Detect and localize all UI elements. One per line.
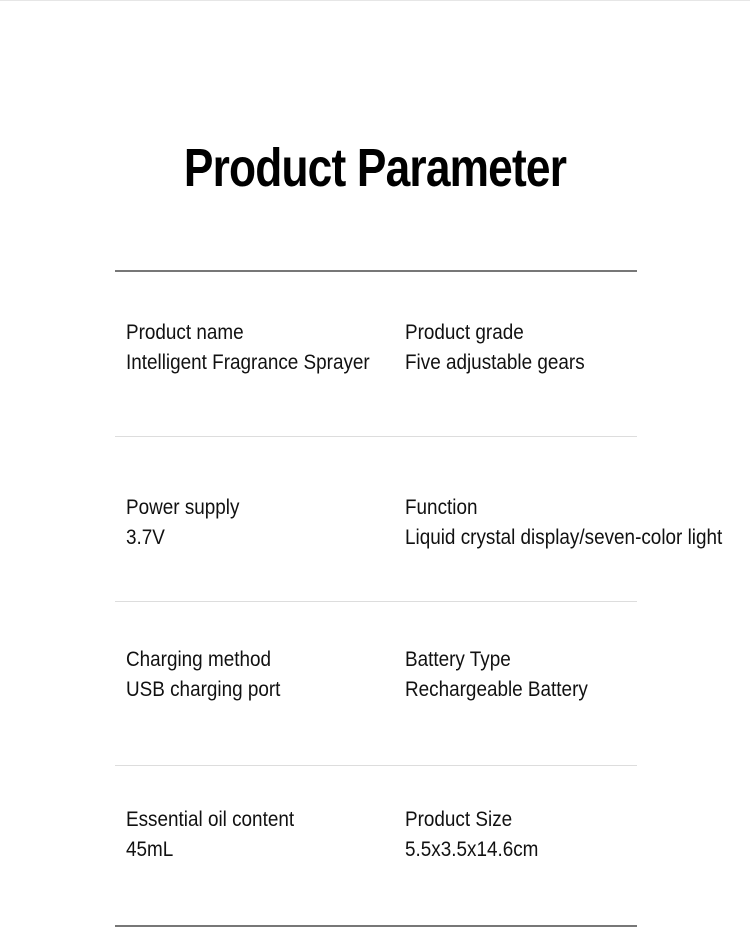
param-charging-method	[126, 645, 280, 705]
param-label: Product name	[126, 321, 244, 344]
row-divider	[115, 601, 637, 602]
param-label: Charging method	[126, 648, 271, 671]
param-product-size	[405, 805, 538, 865]
param-battery-type	[405, 645, 588, 705]
param-label: Product Size	[405, 808, 513, 831]
top-border	[0, 0, 750, 1]
param-value: USB charging port	[126, 678, 281, 701]
param-label: Product grade	[405, 321, 524, 344]
param-label: Power supply	[126, 496, 240, 519]
param-value: Rechargeable Battery	[405, 678, 588, 701]
param-product-name	[126, 318, 370, 378]
param-label: Function	[405, 496, 478, 519]
param-power-supply	[126, 493, 239, 553]
param-value: 45mL	[126, 838, 174, 861]
page-title: Product Parameter	[183, 138, 567, 198]
divider-top	[115, 270, 637, 272]
param-label: Essential oil content	[126, 808, 295, 831]
divider-bottom	[115, 925, 637, 927]
param-product-grade	[405, 318, 585, 378]
param-value: Five adjustable gears	[405, 351, 585, 374]
row-divider	[115, 436, 637, 437]
param-essential-oil-content	[126, 805, 294, 865]
param-label: Battery Type	[405, 648, 511, 671]
param-value: Intelligent Fragrance Sprayer	[126, 351, 370, 374]
param-value: Liquid crystal display/seven-color light	[405, 526, 723, 549]
param-function	[405, 493, 722, 553]
row-divider	[115, 765, 637, 766]
param-value: 3.7V	[126, 526, 165, 549]
param-value: 5.5x3.5x14.6cm	[405, 838, 539, 861]
